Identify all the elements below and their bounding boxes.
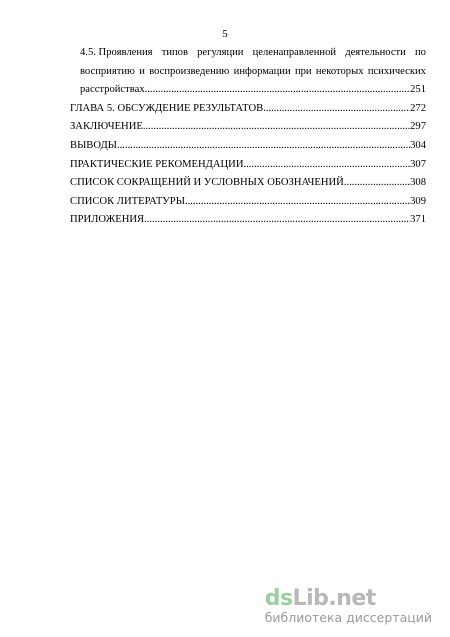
dot-leader <box>263 100 410 119</box>
dot-leader <box>143 118 410 137</box>
subsection-number: 4.5. <box>80 47 96 58</box>
subsection-line2-word-4: информации <box>233 65 291 77</box>
subsection-line2-word-1: восприятию <box>80 65 135 77</box>
toc-entry-abbreviations[interactable] <box>70 174 426 193</box>
subsection-line2-word-3: воспроизведению <box>149 65 230 77</box>
subsection-number-word <box>80 44 153 63</box>
logo-part-ds: ds <box>264 586 293 611</box>
toc-entry-page: 307 <box>410 158 426 170</box>
dslib-logo <box>265 587 432 611</box>
subsection-line2-word-6: некоторых <box>315 65 364 77</box>
toc-entry-title: ГЛАВА 5. ОБСУЖДЕНИЕ РЕЗУЛЬТАТОВ <box>70 102 264 114</box>
toc-entry-title: ВЫВОДЫ <box>70 139 117 151</box>
dot-leader <box>145 81 410 100</box>
toc-entry-page: 371 <box>410 214 426 226</box>
subsection-line3-text: расстройствах <box>80 84 145 96</box>
dot-leader <box>144 211 410 230</box>
subsection-word-2: типов <box>161 47 188 58</box>
subsection-word-6: по <box>415 47 426 58</box>
toc-entry-title: ПРИЛОЖЕНИЯ <box>70 214 145 226</box>
page-number: 5 <box>222 28 228 40</box>
subsection-word-1: Проявления <box>98 47 153 58</box>
watermark-subtitle: библиотека диссертаций <box>264 610 432 625</box>
dot-leader <box>344 174 410 193</box>
subsection-word-3: регуляции <box>197 47 244 58</box>
toc-entry-title: ПРАКТИЧЕСКИЕ РЕКОМЕНДАЦИИ <box>70 158 244 170</box>
toc-entry-page: 272 <box>410 102 426 114</box>
toc-subsection-4-5[interactable] <box>70 44 426 100</box>
toc-entry-conclusion[interactable] <box>70 118 426 137</box>
subsection-page: 251 <box>410 84 426 96</box>
toc-entry-page: 309 <box>410 195 426 207</box>
subsection-line-2 <box>80 63 426 82</box>
toc-entry-chapter-5[interactable] <box>70 100 426 119</box>
toc-entry-page: 308 <box>410 177 426 189</box>
dot-leader <box>117 137 410 156</box>
toc-entry-title: СПИСОК ЛИТЕРАТУРЫ <box>70 195 185 207</box>
toc-entry-recommendations[interactable] <box>70 156 426 175</box>
toc-entry-title: ЗАКЛЮЧЕНИЕ <box>70 121 143 133</box>
subsection-line-1 <box>80 44 426 63</box>
subsection-line2-word-2: и <box>139 65 145 77</box>
subsection-line2-word-5: при <box>294 65 312 77</box>
subsection-line-3 <box>80 81 426 100</box>
dot-leader <box>185 193 410 212</box>
subsection-word-4: целенаправленной <box>252 47 337 58</box>
dot-leader <box>243 156 410 175</box>
toc-entry-bibliography[interactable] <box>70 193 426 212</box>
toc-entry-appendices[interactable] <box>70 211 426 230</box>
toc-entry-page: 297 <box>410 121 426 133</box>
logo-part-lib: Lib.net <box>292 586 376 611</box>
subsection-word-5: деятельности <box>345 47 406 58</box>
dslib-watermark <box>265 587 432 625</box>
toc-entry-findings[interactable] <box>70 137 426 156</box>
toc-entry-title: СПИСОК СОКРАЩЕНИЙ И УСЛОВНЫХ ОБОЗНАЧЕНИЙ <box>70 177 344 189</box>
table-of-contents <box>70 44 426 230</box>
subsection-line2-word-7: психических <box>367 65 426 77</box>
toc-entry-page: 304 <box>410 139 426 151</box>
